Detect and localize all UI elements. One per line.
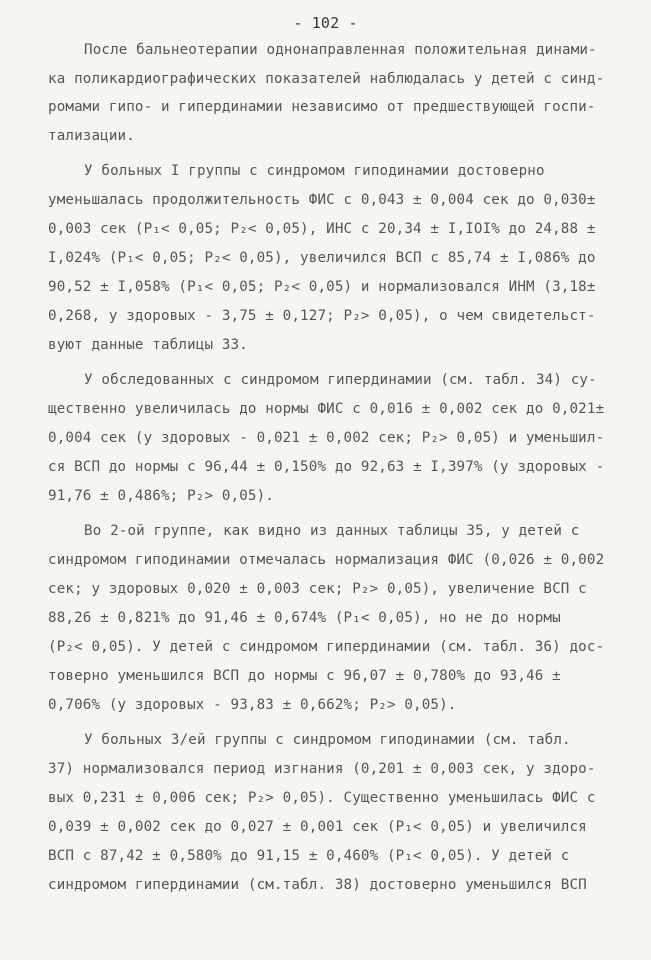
text-line: 88,26 ± 0,821% до 91,46 ± 0,674% (Р₁< 0,05), но не до нормы	[48, 610, 561, 626]
page-number: - 102 -	[293, 14, 358, 32]
text-line: ка поликардиографических показателей наблюдалась у детей с синд-	[48, 71, 605, 87]
text-line: 91,76 ± 0,486%; Р₂> 0,05).	[48, 488, 274, 504]
text-line: 0,706% (у здоровых - 93,83 ± 0,662%; Р₂> 0,05).	[48, 697, 457, 713]
text-line: щественно увеличилась до нормы ФИС с 0,016 ± 0,002 сек до 0,021±	[48, 401, 605, 417]
text-line: I,024% (Р₁< 0,05; Р₂< 0,05), увеличился ВСП с 85,74 ± I,086% до	[48, 250, 596, 266]
text-line: ромами гипо- и гипердинамии независимо от предшествующей госпи-	[48, 99, 596, 115]
text-line: 0,003 сек (Р₁< 0,05; Р₂< 0,05), ИНС с 20,34 ± I,IOI% до 24,88 ±	[48, 221, 596, 237]
text-line: 0,039 ± 0,002 сек до 0,027 ± 0,001 сек (Р₁< 0,05) и увеличился	[48, 819, 587, 835]
text-line: тализации.	[48, 128, 135, 144]
text-line: синдромом гипердинамии (см.табл. 38) достоверно уменьшился ВСП	[48, 877, 587, 893]
text-line: 0,004 сек (у здоровых - 0,021 ± 0,002 сек; Р₂> 0,05) и уменьшил-	[48, 430, 605, 446]
text-line: ся ВСП до нормы с 96,44 ± 0,150% до 92,63 ± I,397% (у здоровых -	[48, 459, 605, 475]
text-line: У больных 3/ей группы с синдромом гиподинамии (см. табл.	[84, 732, 571, 748]
text-line: 90,52 ± I,058% (Р₁< 0,05; Р₂< 0,05) и нормализовался ИНМ (3,18±	[48, 279, 596, 295]
text-line: После бальнеотерапии однонаправленная положительная динами-	[84, 42, 597, 58]
text-line: сек; у здоровых 0,020 ± 0,003 сек; Р₂> 0,05), увеличение ВСП с	[48, 581, 587, 597]
text-line: вуют данные таблицы 33.	[48, 337, 248, 353]
text-line: товерно уменьшился ВСП до нормы с 96,07 ± 0,780% до 93,46 ±	[48, 668, 561, 684]
text-line: уменьшалась продолжительность ФИС с 0,043 ± 0,004 сек до 0,030±	[48, 192, 596, 208]
text-line: У больных I группы с синдромом гиподинамии достоверно	[84, 163, 545, 179]
text-line: синдромом гиподинамии отмечалась нормализация ФИС (0,026 ± 0,002	[48, 552, 605, 568]
text-line: 37) нормализовался период изгнания (0,201 ± 0,003 сек, у здоро-	[48, 761, 596, 777]
text-line: ВСП с 87,42 ± 0,580% до 91,15 ± 0,460% (Р₁< 0,05). У детей с	[48, 848, 570, 864]
text-line: Во 2-ой группе, как видно из данных таблицы 35, у детей с	[84, 523, 580, 539]
text-line: 0,268, у здоровых - 3,75 ± 0,127; Р₂> 0,05), о чем свидетельст-	[48, 308, 596, 324]
text-line: вых 0,231 ± 0,006 сек; Р₂> 0,05). Существенно уменьшилась ФИС с	[48, 790, 596, 806]
text-line: У обследованных с синдромом гипердинамии (см. табл. 34) су-	[84, 372, 597, 388]
text-line: (Р₂< 0,05). У детей с синдромом гипердинамии (см. табл. 36) дос-	[48, 639, 605, 655]
